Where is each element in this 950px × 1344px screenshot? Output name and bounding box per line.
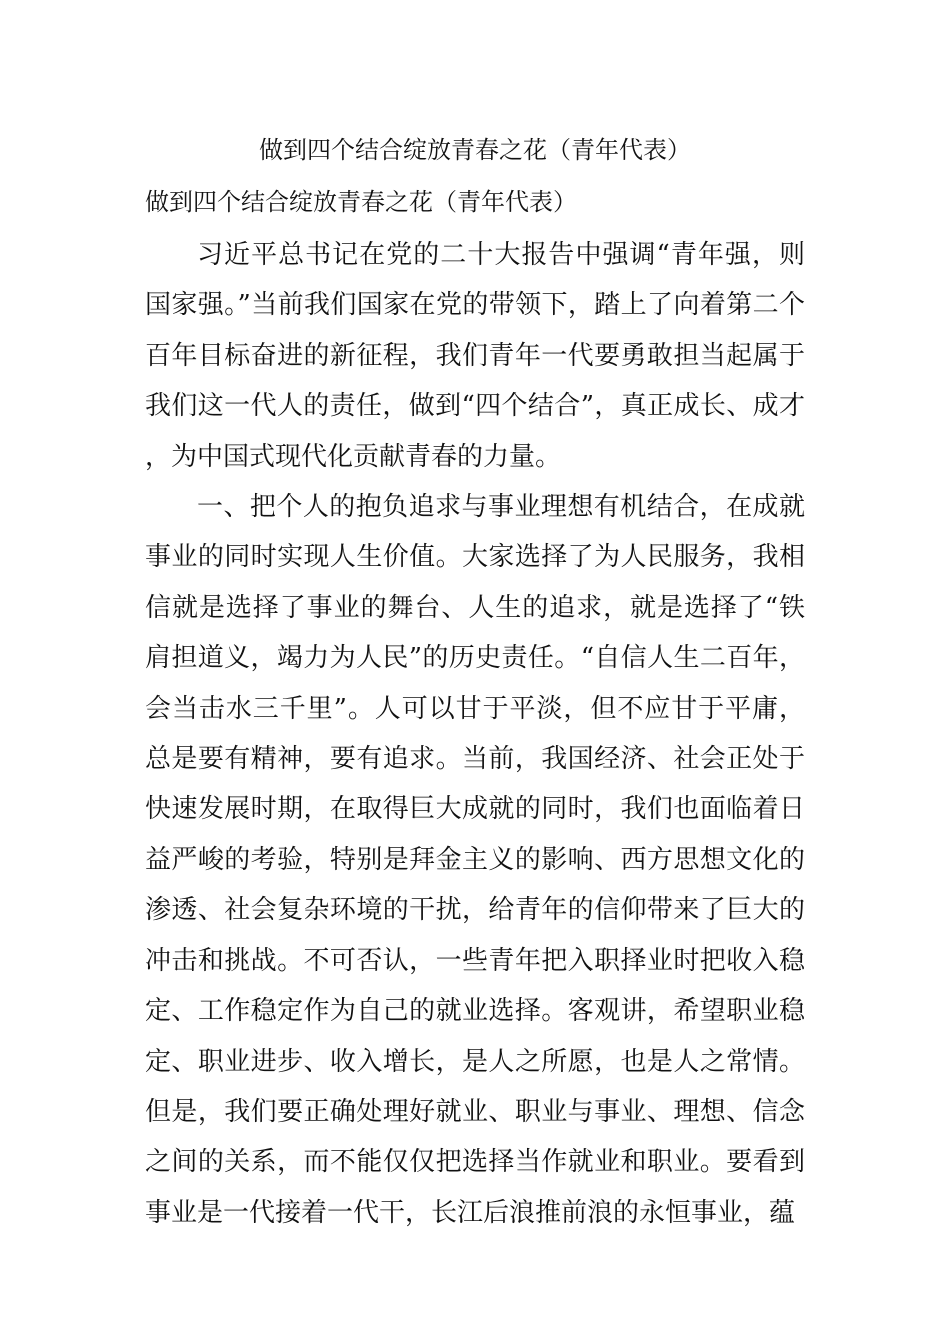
paragraph-intro: 习近平总书记在党的二十大报告中强调“青年强，则国家强。”当前我们国家在党的带领下，踏上了向着第二个百年目标奋进的新征程，我们青年一代要勇敢担当起属于我们这一代人的责任，做到“四个结合”，真正成长、成才，为中国式现代化贡献青春的力量。 [145,240,805,472]
document-body [145,230,805,1238]
document-subtitle: 做到四个结合绽放青春之花（青年代表） [145,188,577,216]
document-title: 做到四个结合绽放青春之花（青年代表） [259,136,691,164]
paragraph-section-one: 一、把个人的抱负追求与事业理想有机结合，在成就事业的同时实现人生价值。大家选择了为人民服务，我相信就是选择了事业的舞台、人生的追求，就是选择了“铁肩担道义，竭力为人民”的历史责任。“自信人生二百年，会当击水三千里”。人可以甘于平淡，但不应甘于平庸，总是要有精神，要有追求。当前，我国经济、社会正处于快速发展时期，在取得巨大成就的同时，我们也面临着日益严峻的考验，特别是拜金主义的影响、西方思想文化的渗透、社会复杂环境的干扰，给青年的信仰带来了巨大的冲击和挑战。不可否认，一些青年把入职择业时把收入稳定、工作稳定作为自己的就业选择。客观讲，希望职业稳定、职业进步、收入增长，是人之所愿，也是人之常情。但是，我们要正确处理好就业、职业与事业、理想、信念之间的关系，而不能仅仅把选择当作就业和职业。要看到事业是一代接着一代干，长江后浪推前浪的永恒事业，蕴 [145,492,805,1228]
